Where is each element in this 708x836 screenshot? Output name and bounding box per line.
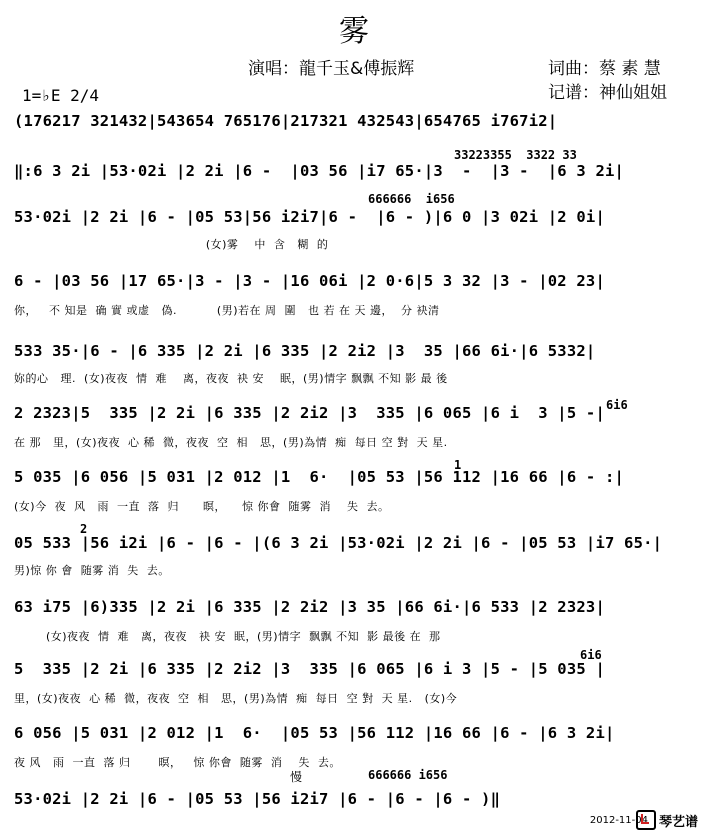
lyrics-line-7: (女)今 夜 风 雨 一直 落 归 暝， 惊 你會 随雾 消 失 去。: [14, 500, 390, 513]
notation-line-1: (176217 321432|543654 765176|217321 432543|654765 i767i2|: [14, 112, 558, 130]
notation-line-8: 05 533 |56 i2i |6 - |6 - |(6 3 2i |53·02i |2 2i |6 - |05 53 |i7 65·|: [14, 534, 663, 552]
lyrics-line-10: 里，(女)夜夜 心 稀 微，夜夜 空 相 思，(男)為情 痴 每日 空 對 天 星. (女)今: [14, 692, 458, 705]
composer-credit: 词曲：蔡 素 慧: [548, 59, 661, 79]
notation-line-4: 6 - |03 56 |17 65·|3 - |3 - |16 06i |2 0·6|5 3 32 |3 - |02 23|: [14, 272, 605, 290]
singers-credit: 演唱：龍千玉&傅振辉: [248, 59, 415, 79]
annotation-line2: 33223355 3322 33: [454, 148, 577, 162]
notation-line-12: 53·02i |2 2i |6 - |05 53 |56 i2i7 |6 - |6 - |6 - )‖: [14, 790, 501, 808]
lyrics-line-4: 你， 不 知是 确 實 或虚 偽. (男)若在 周 圍 也 若 在 天 邊， 分 袂清: [14, 304, 440, 317]
annotation-line12: 666666 i656: [368, 768, 448, 782]
annotation-grace-line6: 6i6: [606, 398, 628, 412]
lyrics-line-3: (女)雾 中 含 糊 的: [14, 238, 329, 251]
lyrics-line-5: 妳的心 理. (女)夜夜 情 难 离，夜夜 袂 安 眠，(男)情字 飘飘 不知 影 最 後: [14, 372, 448, 385]
notation-line-3: 53·02i |2 2i |6 - |05 53|56 i2i7|6 - |6 - )|6 0 |3 02i |2 0i|: [14, 208, 605, 226]
notation-line-7: 5 035 |6 056 |5 031 |2 012 |1 6· |05 53 |56 112 |16 66 |6 - :|: [14, 468, 625, 486]
annotation-volta-2: 2: [80, 522, 88, 536]
page-title: 雾: [339, 14, 369, 49]
footer-date: 2012-11-04: [589, 815, 648, 826]
key-signature: 1=♭E 2/4: [22, 86, 100, 105]
logo-text: 琴艺谱: [658, 814, 698, 830]
notation-line-10: 5 335 |2 2i |6 335 |2 2i2 |3 335 |6 065 |6 i 3 |5 - |5 035 |: [14, 660, 605, 678]
annotation-volta-1: 1: [454, 458, 462, 472]
notation-line-9: 63 i75 |6)335 |2 2i |6 335 |2 2i2 |3 35 |66 6i·|6 533 |2 2323|: [14, 598, 605, 616]
transcriber-credit: 记谱：神仙姐姐: [548, 83, 667, 103]
lyrics-line-6: 在 那 里，(女)夜夜 心 稀 微，夜夜 空 相 思，(男)為情 痴 每日 空 對 天 星.: [14, 436, 448, 449]
lyrics-line-9: (女)夜夜 情 难 离，夜夜 袂 安 眠，(男)情字 飘飘 不知 影 最後 在 那: [14, 630, 441, 643]
notation-line-5: 533 35·|6 - |6 335 |2 2i |6 335 |2 2i2 |3 35 |66 6i·|6 5332|: [14, 342, 596, 360]
tempo-mark: 慢: [290, 770, 303, 784]
lyrics-line-8: 男)惊 你 會 随雾 消 失 去。: [14, 564, 170, 577]
site-logo: [636, 810, 698, 830]
annotation-grace-line10: 6i6: [580, 648, 602, 662]
lyrics-line-11: 夜 风 雨 一直 落 归 暝， 惊 你會 随雾 消 失 去。: [14, 756, 341, 769]
logo-icon: [636, 810, 656, 830]
annotation-line3: 666666 i656: [368, 192, 455, 206]
notation-line-6: 2 2323|5 335 |2 2i |6 335 |2 2i2 |3 335 |6 065 |6 i 3 |5 -|: [14, 404, 605, 422]
notation-line-2: ‖:6 3 2i |53·02i |2 2i |6 - |03 56 |i7 65·|3 - |3 - |6 3 2i|: [14, 162, 625, 180]
notation-line-11: 6 056 |5 031 |2 012 |1 6· |05 53 |56 112 |16 66 |6 - |6 3 2i|: [14, 724, 615, 742]
